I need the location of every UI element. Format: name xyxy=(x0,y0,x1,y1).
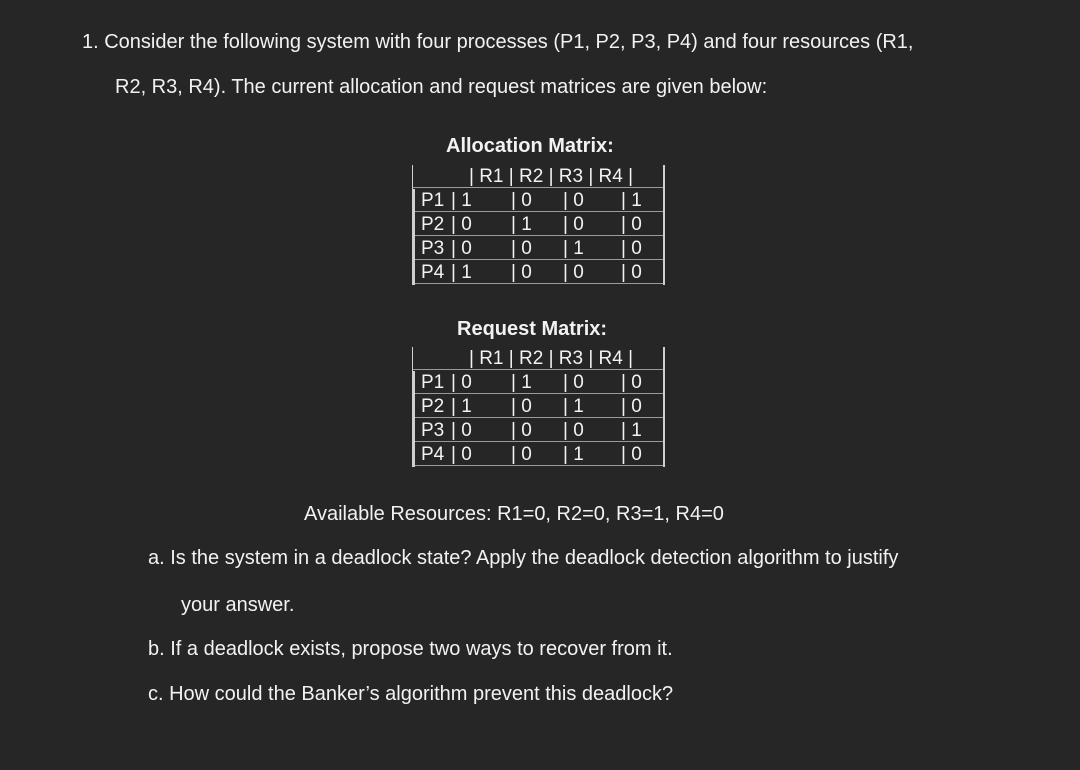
request-cell: | 0 xyxy=(563,372,584,393)
request-header: | R1 | R2 | R3 | R4 | xyxy=(469,348,634,369)
allocation-row-label: P1 xyxy=(421,190,445,211)
request-cell: | 1 xyxy=(563,396,584,417)
allocation-header-row xyxy=(412,165,665,189)
request-cell: | 0 xyxy=(511,444,532,465)
request-header-row xyxy=(412,347,665,371)
allocation-header: | R1 | R2 | R3 | R4 | xyxy=(469,166,634,187)
table-row xyxy=(412,395,665,419)
allocation-cell: | 1 xyxy=(563,238,584,259)
request-cell: | 1 xyxy=(621,420,642,441)
allocation-cell: | 0 xyxy=(621,214,642,235)
allocation-cell: | 0 xyxy=(563,214,584,235)
request-row-label: P1 xyxy=(421,372,445,393)
allocation-matrix-title: Allocation Matrix: xyxy=(446,135,614,157)
request-cell: | 0 xyxy=(621,396,642,417)
table-row xyxy=(412,419,665,443)
request-matrix xyxy=(412,347,665,467)
request-cell: | 0 xyxy=(511,396,532,417)
allocation-cell: | 0 xyxy=(621,262,642,283)
request-cell: | 0 xyxy=(621,372,642,393)
subquestion-a-line-2: your answer. xyxy=(181,594,295,616)
subquestion-b: b. If a deadlock exists, propose two ways to recover from it. xyxy=(148,638,673,660)
allocation-cell: | 0 xyxy=(563,190,584,211)
allocation-cell: | 0 xyxy=(563,262,584,283)
table-row xyxy=(412,213,665,237)
allocation-matrix xyxy=(412,165,665,285)
request-cell: | 0 xyxy=(451,372,472,393)
table-row xyxy=(412,371,665,395)
request-cell: | 0 xyxy=(563,420,584,441)
request-cell: | 0 xyxy=(621,444,642,465)
request-row-label: P4 xyxy=(421,444,445,465)
request-cell: | 0 xyxy=(451,420,472,441)
table-row xyxy=(412,443,665,467)
allocation-cell: | 1 xyxy=(511,214,532,235)
allocation-cell: | 1 xyxy=(621,190,642,211)
allocation-row-label: P3 xyxy=(421,238,445,259)
request-row-label: P3 xyxy=(421,420,445,441)
subquestion-a-line-1: a. Is the system in a deadlock state? Apply the deadlock detection algorithm to justify xyxy=(148,547,899,569)
allocation-cell: | 1 xyxy=(451,190,472,211)
allocation-cell: | 0 xyxy=(511,190,532,211)
request-cell: | 1 xyxy=(451,396,472,417)
table-row xyxy=(412,261,665,285)
table-row xyxy=(412,237,665,261)
allocation-cell: | 0 xyxy=(621,238,642,259)
allocation-cell: | 0 xyxy=(451,238,472,259)
table-row xyxy=(412,189,665,213)
question-line-2: R2, R3, R4). The current allocation and request matrices are given below: xyxy=(115,76,768,98)
request-cell: | 1 xyxy=(563,444,584,465)
allocation-cell: | 0 xyxy=(511,238,532,259)
allocation-cell: | 0 xyxy=(451,214,472,235)
subquestion-c: c. How could the Banker’s algorithm prevent this deadlock? xyxy=(148,683,674,705)
question-line-1: 1. Consider the following system with four processes (P1, P2, P3, P4) and four resources (R1, xyxy=(82,31,914,53)
request-row-label: P2 xyxy=(421,396,445,417)
request-cell: | 0 xyxy=(451,444,472,465)
request-matrix-title: Request Matrix: xyxy=(457,318,608,340)
allocation-cell: | 1 xyxy=(451,262,472,283)
allocation-row-label: P2 xyxy=(421,214,445,235)
available-resources: Available Resources: R1=0, R2=0, R3=1, R4=0 xyxy=(304,503,724,525)
request-cell: | 1 xyxy=(511,372,532,393)
request-cell: | 0 xyxy=(511,420,532,441)
allocation-row-label: P4 xyxy=(421,262,445,283)
allocation-cell: | 0 xyxy=(511,262,532,283)
